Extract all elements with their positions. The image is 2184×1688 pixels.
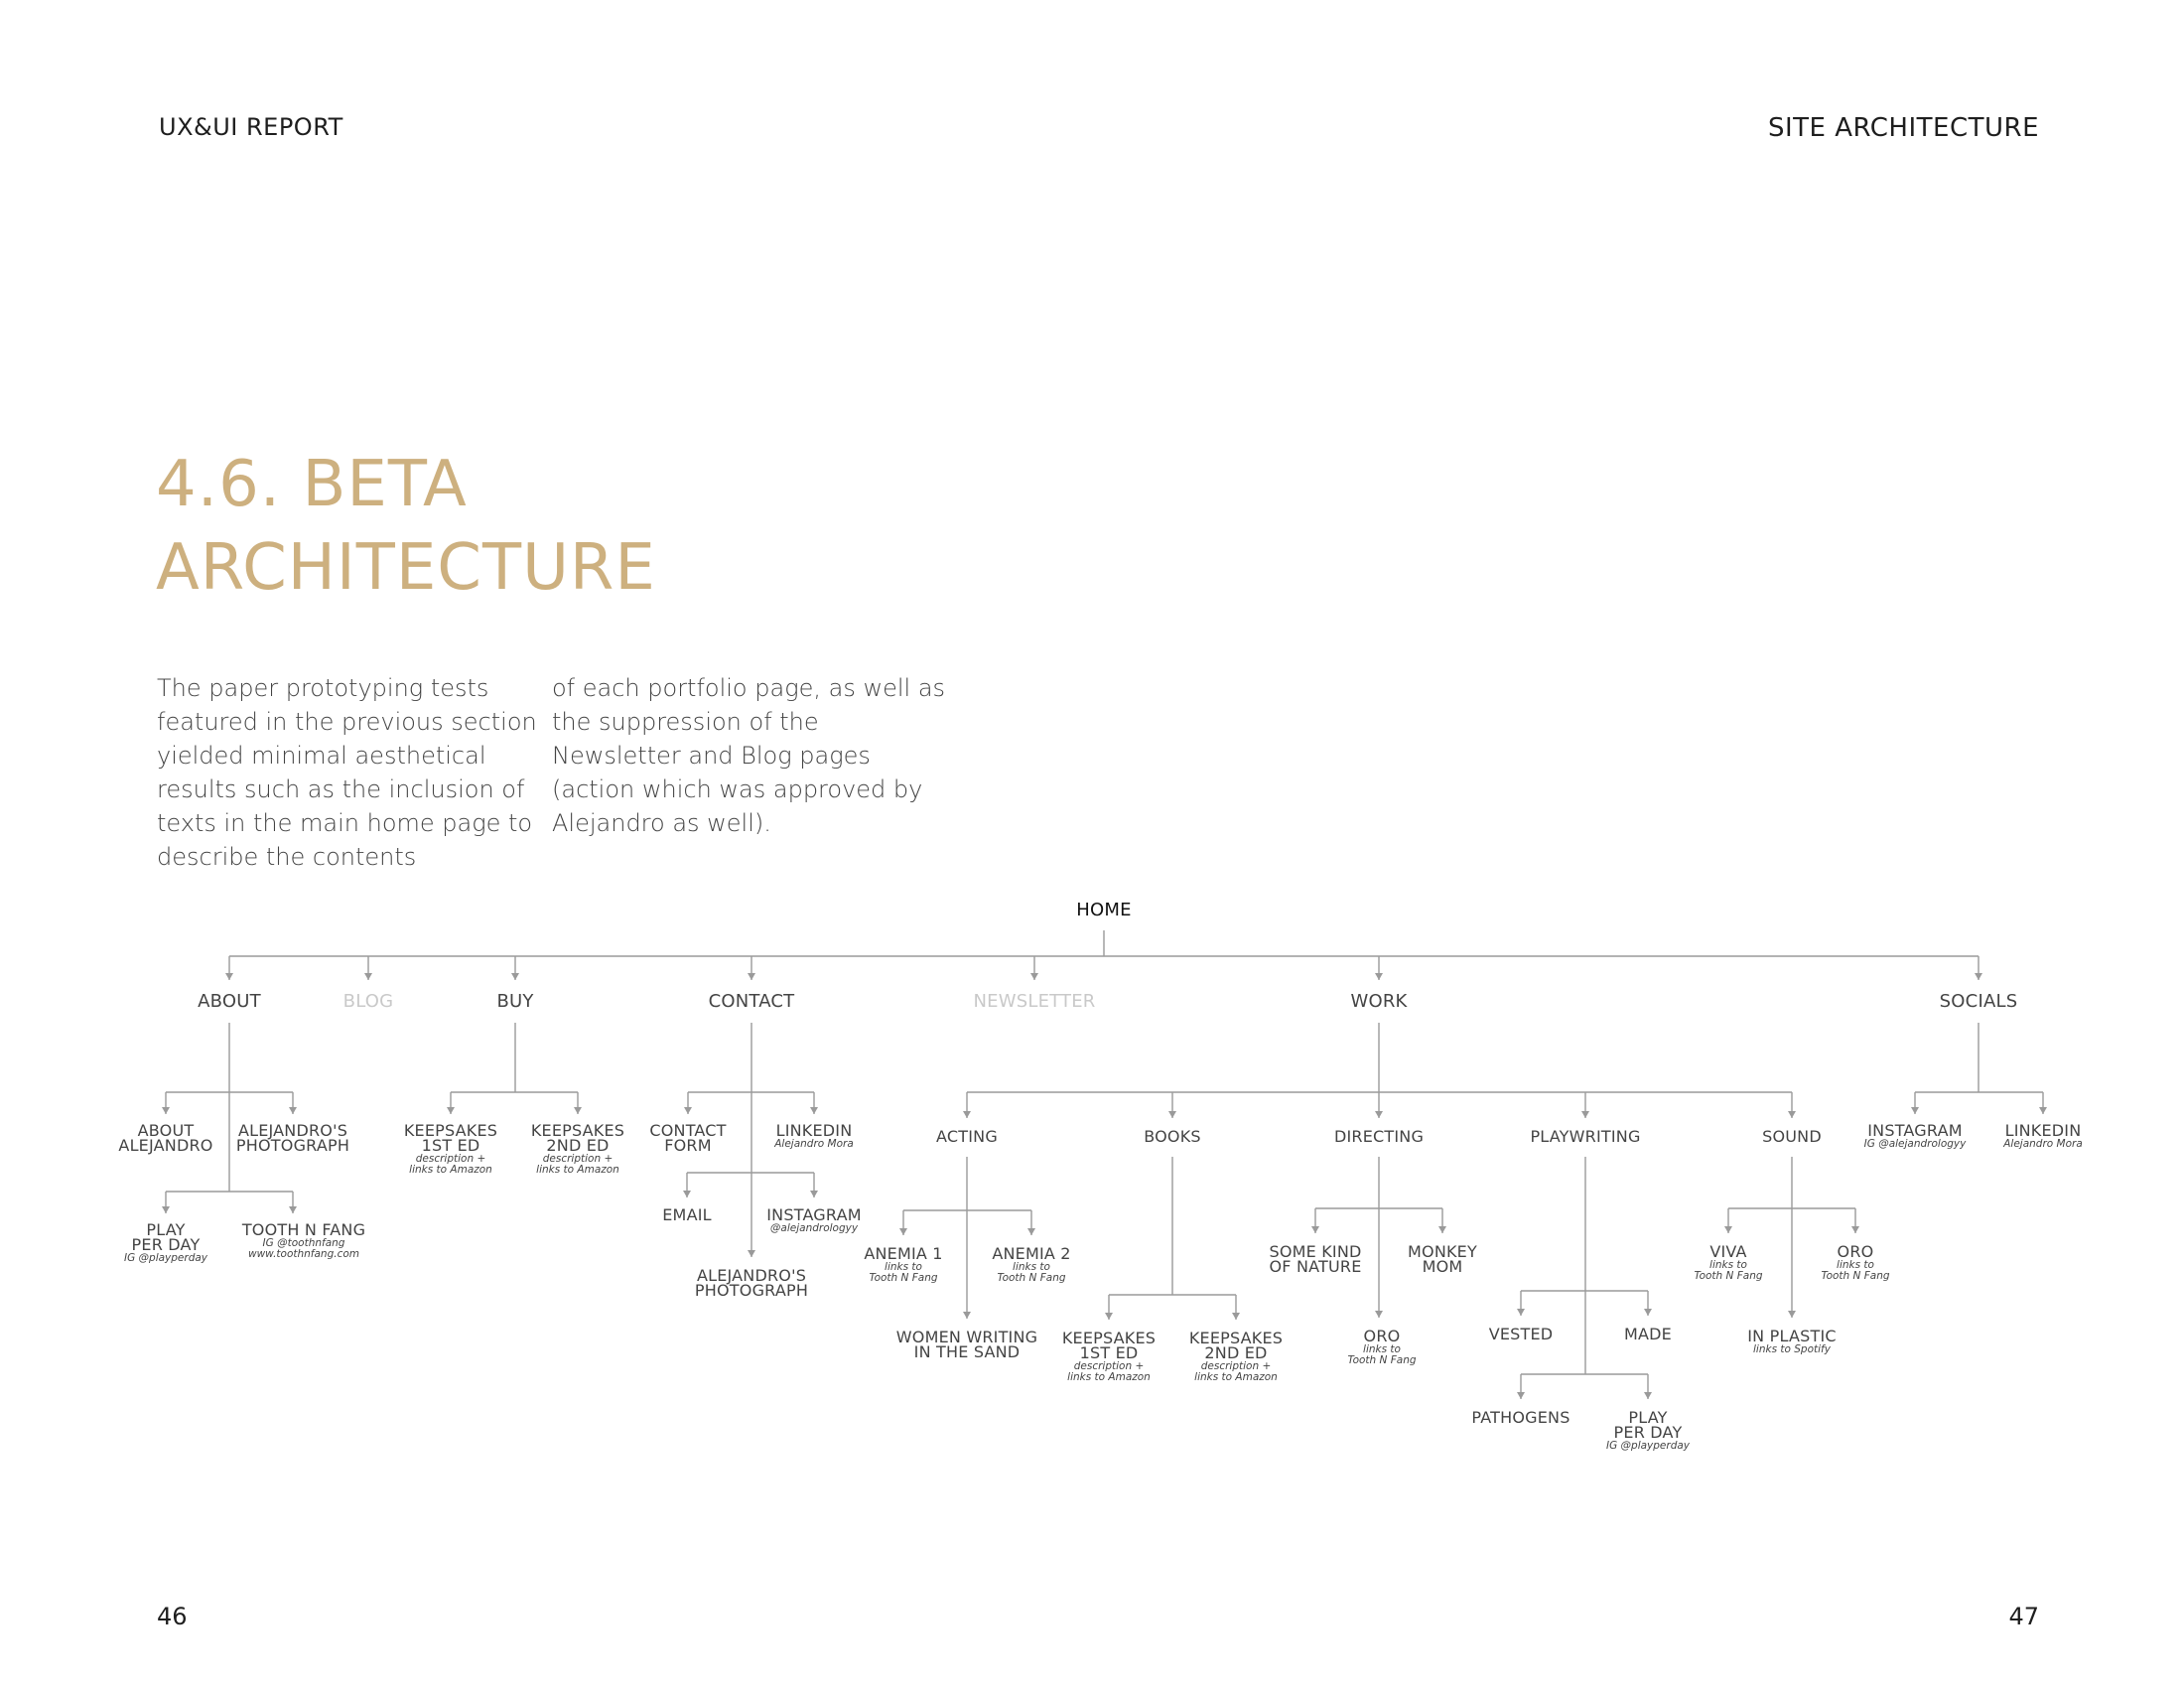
node-annotation: links to: [1709, 1259, 1747, 1271]
node-directing-oro: [1347, 1329, 1416, 1365]
node-about: [198, 993, 261, 1011]
node-work: [1350, 993, 1407, 1011]
node-acting-women-writing: [896, 1330, 1038, 1359]
page-number-left: 46: [157, 1603, 188, 1630]
node-label: ANEMIA 1: [864, 1244, 943, 1263]
node-annotation: links to: [885, 1261, 922, 1273]
node-label: VESTED: [1488, 1325, 1554, 1343]
node-annotation: description +: [1200, 1360, 1272, 1372]
node-annotation: links to: [1013, 1261, 1050, 1273]
node-label: 1ST ED: [1079, 1343, 1139, 1362]
node-label: ALEJANDRO: [118, 1136, 213, 1155]
node-label: ACTING: [936, 1127, 998, 1146]
node-label: ALEJANDRO'S: [237, 1121, 348, 1140]
node-label: OF NATURE: [1269, 1257, 1362, 1276]
node-about-alejandro: [118, 1123, 212, 1153]
section-header: SITE ARCHITECTURE: [1767, 113, 2039, 143]
node-sound-in-plastic: [1747, 1329, 1836, 1354]
node-label: SOCIALS: [1939, 991, 2018, 1012]
node-label: PLAY: [146, 1220, 186, 1239]
node-annotation: @alejandrologyy: [769, 1222, 859, 1234]
node-annotation: Tooth N Fang: [1821, 1270, 1890, 1282]
node-label: IN PLASTIC: [1747, 1327, 1837, 1345]
node-label: KEEPSAKES: [403, 1121, 498, 1140]
node-label: PLAY: [1628, 1408, 1668, 1427]
node-newsletter: [973, 993, 1095, 1011]
node-label: INSTAGRAM: [766, 1205, 862, 1224]
node-label: ORO: [1363, 1327, 1401, 1345]
node-label: PHOTOGRAPH: [694, 1281, 809, 1300]
node-annotation: links to Amazon: [409, 1164, 492, 1176]
node-playwriting-pathogens: [1471, 1410, 1570, 1425]
node-annotation: links to Amazon: [536, 1164, 619, 1176]
report-title: UX&UI REPORT: [159, 113, 343, 141]
node-directing-monkey-mom: [1408, 1244, 1477, 1274]
node-contact: [709, 993, 795, 1011]
node-annotation: www.toothnfang.com: [247, 1248, 360, 1260]
node-label: PER DAY: [131, 1235, 201, 1254]
node-contact-linkedin: [774, 1123, 854, 1149]
node-label: MOM: [1422, 1257, 1463, 1276]
node-contact-photograph: [695, 1268, 808, 1298]
node-label: FORM: [664, 1136, 712, 1155]
page-number-right: 47: [2008, 1603, 2039, 1630]
node-directing-some-kind: [1269, 1244, 1361, 1274]
node-label: IN THE SAND: [913, 1342, 1021, 1361]
node-label: PATHOGENS: [1471, 1408, 1570, 1427]
node-label: 1ST ED: [421, 1136, 480, 1155]
node-annotation: Tooth N Fang: [997, 1272, 1066, 1284]
node-label: LINKEDIN: [775, 1121, 853, 1140]
body-text-column-1: The paper prototyping tests featured in the previous section yielded minimal aesthetical results such as the inclusion of texts in the main home page to describe the contents: [157, 674, 537, 871]
node-label: KEEPSAKES: [530, 1121, 625, 1140]
page-title-line-1: 4.6. BETA: [156, 448, 468, 521]
node-acting-anemia-2: [992, 1246, 1070, 1283]
node-label: KEEPSAKES: [1061, 1329, 1157, 1347]
node-books-keepsakes-1: [1062, 1331, 1156, 1382]
node-label: EMAIL: [662, 1205, 712, 1224]
node-label: SOUND: [1762, 1127, 1822, 1146]
node-label: ALEJANDRO'S: [696, 1266, 807, 1285]
node-annotation: IG @playperday: [1605, 1440, 1691, 1452]
node-buy-keepsakes-1: [404, 1123, 497, 1175]
node-playwriting: [1530, 1129, 1640, 1144]
node-label: SOME KIND: [1269, 1242, 1362, 1261]
node-annotation: links to: [1363, 1343, 1401, 1355]
node-annotation: IG @playperday: [123, 1252, 208, 1264]
node-label: ANEMIA 2: [992, 1244, 1071, 1263]
node-socials-instagram: [1864, 1123, 1967, 1149]
node-label: BUY: [496, 991, 534, 1012]
node-label: WOMEN WRITING: [895, 1328, 1038, 1346]
page-title-line-2: ARCHITECTURE: [156, 531, 656, 605]
node-annotation: links to Amazon: [1067, 1371, 1151, 1383]
node-annotation: description +: [1073, 1360, 1145, 1372]
node-contact-email: [662, 1207, 712, 1222]
node-contact-instagram: [766, 1207, 861, 1233]
node-label: PHOTOGRAPH: [235, 1136, 350, 1155]
node-label: KEEPSAKES: [1188, 1329, 1284, 1347]
node-annotation: Tooth N Fang: [869, 1272, 938, 1284]
node-annotation: Alejandro Mora: [774, 1138, 854, 1150]
node-label: BLOG: [342, 991, 394, 1012]
node-annotation: IG @alejandrologyy: [1863, 1138, 1967, 1150]
node-books: [1144, 1129, 1201, 1144]
node-label: CONTACT: [649, 1121, 727, 1140]
node-annotation: links to: [1837, 1259, 1874, 1271]
node-label: DIRECTING: [1333, 1127, 1425, 1146]
node-home: [1076, 900, 1132, 920]
body-text-column-2: of each portfolio page, as well as the suppression of the Newsletter and Blog pages (action which was approved by Alejandro as well).: [552, 674, 946, 837]
node-label: ABOUT: [137, 1121, 195, 1140]
node-label: 2ND ED: [1204, 1343, 1268, 1362]
node-contact-form: [649, 1123, 726, 1153]
node-label: WORK: [1350, 991, 1408, 1012]
node-about-tooth-n-fang: [242, 1222, 365, 1259]
node-socials-linkedin: [2003, 1123, 2083, 1149]
node-buy: [496, 993, 533, 1011]
node-playwriting-vested: [1489, 1327, 1554, 1341]
node-acting-anemia-1: [864, 1246, 942, 1283]
node-about-play-per-day: [124, 1222, 207, 1263]
node-acting: [936, 1129, 998, 1144]
node-directing: [1334, 1129, 1424, 1144]
node-label: MONKEY: [1408, 1242, 1477, 1261]
node-playwriting-made: [1624, 1327, 1672, 1341]
node-sound: [1762, 1129, 1822, 1144]
node-annotation: links to Spotify: [1753, 1343, 1831, 1355]
node-label: MADE: [1624, 1325, 1672, 1343]
node-label: ABOUT: [198, 991, 261, 1012]
node-label: PLAYWRITING: [1530, 1127, 1641, 1146]
node-label: INSTAGRAM: [1867, 1121, 1963, 1140]
node-label: ORO: [1837, 1242, 1874, 1261]
node-label: HOME: [1076, 900, 1132, 920]
node-buy-keepsakes-2: [531, 1123, 624, 1175]
node-books-keepsakes-2: [1189, 1331, 1283, 1382]
node-annotation: Tooth N Fang: [1694, 1270, 1763, 1282]
node-annotation: Tooth N Fang: [1347, 1354, 1417, 1366]
node-label: VIVA: [1709, 1242, 1747, 1261]
node-annotation: description +: [415, 1153, 486, 1165]
node-label: NEWSLETTER: [973, 991, 1096, 1012]
node-label: PER DAY: [1613, 1423, 1683, 1442]
node-label: BOOKS: [1144, 1127, 1201, 1146]
node-label: TOOTH N FANG: [241, 1220, 366, 1239]
node-annotation: links to Amazon: [1194, 1371, 1278, 1383]
node-label: 2ND ED: [546, 1136, 610, 1155]
node-sound-oro: [1821, 1244, 1889, 1281]
node-blog: [343, 993, 394, 1011]
node-about-photograph: [236, 1123, 349, 1153]
node-socials: [1940, 993, 2018, 1011]
node-sound-viva: [1694, 1244, 1762, 1281]
node-annotation: Alejandro Mora: [2003, 1138, 2083, 1150]
node-annotation: IG @toothnfang: [262, 1237, 345, 1249]
node-annotation: description +: [542, 1153, 614, 1165]
node-playwriting-play-per-day: [1606, 1410, 1690, 1451]
node-label: LINKEDIN: [2004, 1121, 2082, 1140]
node-label: CONTACT: [708, 991, 795, 1012]
